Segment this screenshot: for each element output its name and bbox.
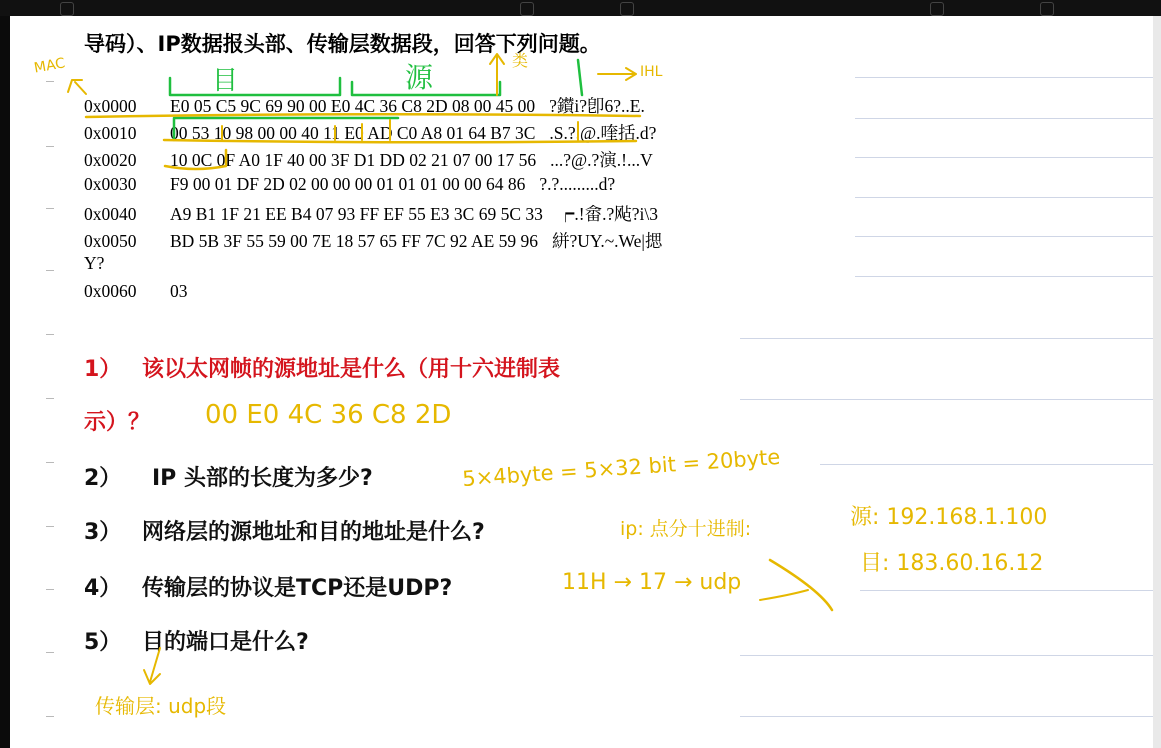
question-number: 3） — [84, 520, 122, 545]
hw-label-src: 源 — [405, 61, 434, 94]
hex-offset: 0x0050 — [84, 231, 137, 251]
question-number: 4） — [84, 576, 122, 601]
hex-bytes: A9 B1 1F 21 EE B4 07 93 FF EF 55 E3 3C 69 5C 33 — [170, 204, 543, 224]
hex-ascii: ┍.!畲.?飐?i\3 — [556, 204, 658, 224]
hex-offset: 0x0060 — [84, 281, 137, 301]
hex-ascii: ...?@.?演.!...V — [550, 150, 653, 170]
question-text: 目的端口是什么? — [142, 630, 309, 655]
underline-row1 — [164, 140, 636, 142]
hw-answer-3-src: 源: 192.168.1.100 — [850, 505, 1048, 530]
hex-bytes: F9 00 01 DF 2D 02 00 00 00 01 01 01 00 00 64 86 — [170, 174, 526, 194]
arrow-ihl — [598, 68, 636, 80]
hw-label-mac: MAC — [32, 55, 67, 77]
hex-ascii: ?鑚i?卽6?..E. — [549, 96, 645, 116]
hw-answer-3-dst: 目: 183.60.16.12 — [860, 551, 1044, 576]
hex-bytes: Y? — [84, 253, 105, 273]
arrow-type — [490, 54, 504, 95]
hw-label-ihl: IHL — [640, 64, 663, 80]
hex-bytes: 03 — [170, 281, 188, 301]
bracket-src-mac — [352, 82, 500, 95]
hex-offset: 0x0010 — [84, 123, 137, 143]
arrow-mac — [68, 80, 86, 94]
hex-offset: 0x0040 — [84, 204, 137, 224]
hw-label-type: 类 — [512, 51, 529, 70]
question-text: IP 头部的长度为多少? — [152, 466, 373, 491]
hex-bytes: 10 0C 0F A0 1F 40 00 3F D1 DD 02 21 07 00 17 56 — [170, 150, 537, 170]
question-text: 传输层的协议是TCP还是UDP? — [142, 576, 453, 601]
question-text: 示）？ — [84, 410, 151, 435]
hex-offset: 0x0020 — [84, 150, 137, 170]
bracket-dest-mac — [170, 78, 340, 95]
hex-ascii: 絣?UY.~.We|揌 — [552, 231, 663, 251]
hex-ascii: ?.?.........d? — [539, 174, 616, 194]
hex-ascii: .S.?.@.喹括.d? — [549, 123, 657, 143]
arrow-udp — [760, 590, 808, 600]
question-text: 网络层的源地址和目的地址是什么? — [142, 520, 485, 545]
hw-answer-2: 5×4byte = 5×32 bit = 20byte — [461, 444, 781, 492]
underline-row0 — [86, 114, 640, 117]
green-divider — [578, 60, 582, 95]
arrow-port — [144, 648, 160, 684]
hw-answer-3-ip: ip: 点分十进制: — [620, 518, 752, 540]
hex-bytes: E0 05 C5 9C 69 90 00 E0 4C 36 C8 2D 08 00 45 00 — [170, 96, 536, 116]
hw-answer-4: 11H → 17 → udp — [562, 570, 742, 595]
question-number: 1） — [84, 357, 122, 382]
question-text: 该以太网帧的源地址是什么（用十六进制表 — [142, 357, 561, 382]
underline-row2 — [165, 150, 226, 169]
hw-answer-1: 00 E0 4C 36 C8 2D — [205, 400, 452, 430]
question-header: 导码）、IP数据报头部、传输层数据段，回答下列问题。 — [84, 32, 601, 56]
hex-offset: 0x0000 — [84, 96, 137, 116]
hw-label-dest: 目 — [212, 66, 239, 96]
hex-offset: 0x0030 — [84, 174, 137, 194]
hex-bytes: BD 5B 3F 55 59 00 7E 18 57 65 FF 7C 92 AE 59 96 — [170, 231, 539, 251]
green-ip-line — [174, 118, 398, 140]
curve-note — [770, 560, 832, 610]
hex-bytes: 00 53 10 98 00 00 40 11 E0 AD C0 A8 01 64 B7 3C — [170, 123, 536, 143]
question-number: 5） — [84, 630, 122, 655]
question-number: 2） — [84, 466, 122, 491]
hw-answer-5: 传输层: udp段 — [95, 694, 227, 718]
